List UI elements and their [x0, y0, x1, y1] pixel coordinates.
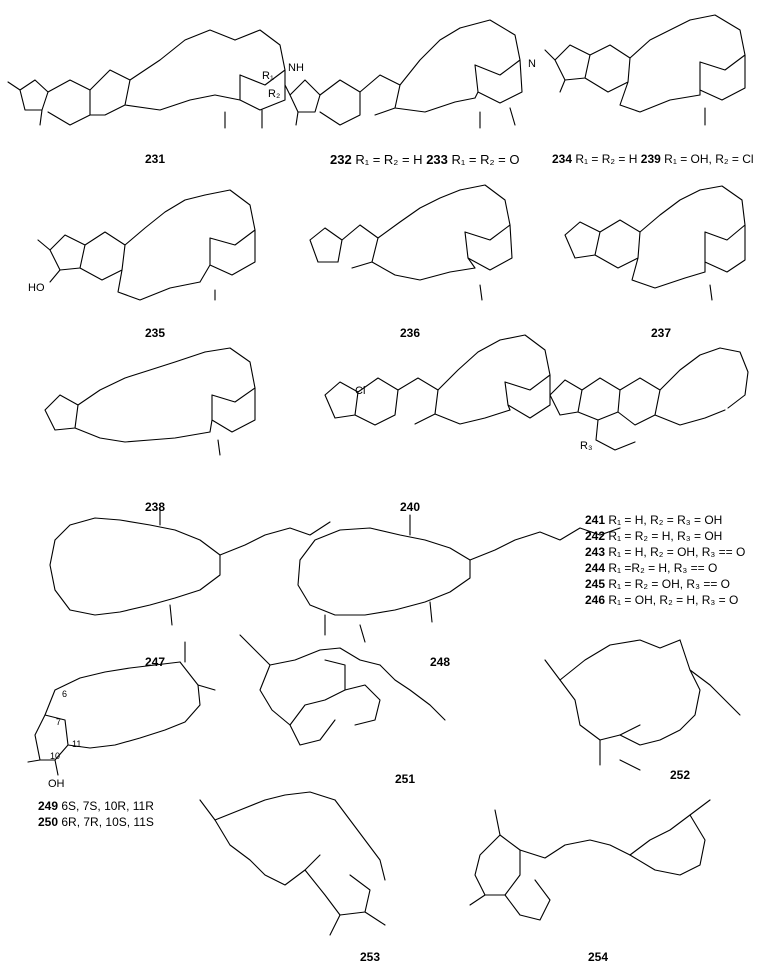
compound-label-253: 253 [360, 950, 381, 964]
atom-label-ho: HO [28, 282, 45, 294]
compound-label-231: 231 [145, 152, 166, 166]
structure-231 [8, 30, 285, 128]
atom-label-c7: 7 [56, 717, 62, 727]
compound-sub-233: R₁ = R₂ = O [451, 152, 520, 167]
compound-id-244: 244 [585, 561, 606, 575]
atom-label-nh: NH [288, 62, 304, 74]
compound-label-235: 235 [145, 326, 166, 340]
compound-id-239: 239 [640, 152, 661, 166]
structure-241-246 [550, 348, 748, 450]
compound-label-249-250 [38, 798, 154, 830]
compound-sub-232: R₁ = R₂ = H [355, 152, 423, 167]
compound-label-236: 236 [400, 326, 421, 340]
structure-240 [325, 335, 550, 425]
compound-sub-250: 6R, 7R, 10S, 11S [61, 815, 154, 829]
structure-253 [200, 792, 385, 935]
compound-id-243: 243 [585, 545, 606, 559]
atom-label-c10: 10 [50, 751, 61, 761]
compound-sub-245: R₁ = R₂ = OH, R₃ == O [608, 577, 731, 591]
atom-label-c6: 6 [62, 689, 68, 699]
atom-label-cl: Cl [355, 385, 366, 397]
structure-237 [565, 186, 745, 300]
atom-label-r2: R₂ [268, 88, 281, 100]
structure-251 [240, 615, 445, 745]
compound-list-241-246 [585, 512, 745, 608]
compound-id-242: 242 [585, 529, 606, 543]
compound-id-234: 234 [552, 152, 573, 166]
structure-234-239 [545, 15, 745, 125]
compound-label-252: 252 [670, 768, 691, 782]
atom-label-c11: 11 [72, 739, 82, 749]
atom-label-r1: R₁ [262, 70, 274, 82]
compound-id-241: 241 [585, 513, 606, 527]
compound-sub-242: R₁ = R₂ = H, R₃ = OH [608, 529, 723, 543]
compound-line-241 [585, 512, 745, 528]
compound-sub-239: R₁ = OH, R₂ = Cl [664, 152, 754, 166]
compound-line-250 [38, 814, 154, 830]
compound-line-246 [585, 592, 745, 608]
compound-label-240: 240 [400, 500, 421, 514]
compound-label-237: 237 [651, 326, 672, 340]
compound-id-250: 250 [38, 815, 59, 829]
compound-line-243 [585, 544, 745, 560]
structure-247 [50, 508, 330, 625]
compound-id-246: 246 [585, 593, 606, 607]
compound-label-254: 254 [588, 950, 609, 964]
compound-sub-246: R₁ = OH, R₂ = H, R₃ = O [608, 593, 739, 607]
compound-label-248: 248 [430, 655, 451, 669]
compound-sub-241: R₁ = H, R₂ = R₃ = OH [608, 513, 723, 527]
compound-line-244 [585, 560, 745, 576]
compound-id-249: 249 [38, 799, 59, 813]
compound-sub-243: R₁ = H, R₂ = OH, R₃ == O [608, 545, 746, 559]
structure-235 [38, 190, 255, 300]
compound-label-234 [552, 152, 754, 167]
atom-label-oh: OH [48, 778, 65, 790]
compound-sub-244: R₁ =R₂ = H, R₃ == O [608, 561, 718, 575]
compound-sub-234: R₁ = R₂ = H [575, 152, 638, 166]
structure-252 [545, 640, 740, 770]
atom-label-n: N [528, 58, 536, 70]
compound-label-232 [330, 152, 519, 167]
structure-248 [298, 515, 620, 622]
structure-238 [45, 348, 255, 455]
compound-label-247: 247 [145, 655, 166, 669]
compound-line-242 [585, 528, 745, 544]
compound-line-245 [585, 576, 745, 592]
structure-232-233 [285, 20, 522, 128]
compound-id-233: 233 [426, 152, 448, 167]
compound-label-251: 251 [395, 772, 416, 786]
compound-sub-249: 6S, 7S, 10R, 11R [61, 799, 154, 813]
compound-id-245: 245 [585, 577, 606, 591]
structure-254 [470, 800, 710, 920]
compound-id-232: 232 [330, 152, 352, 167]
atom-label-r3: R₃ [580, 440, 593, 452]
compound-label-238: 238 [145, 500, 166, 514]
structure-236 [310, 185, 512, 300]
compound-line-249 [38, 798, 154, 814]
